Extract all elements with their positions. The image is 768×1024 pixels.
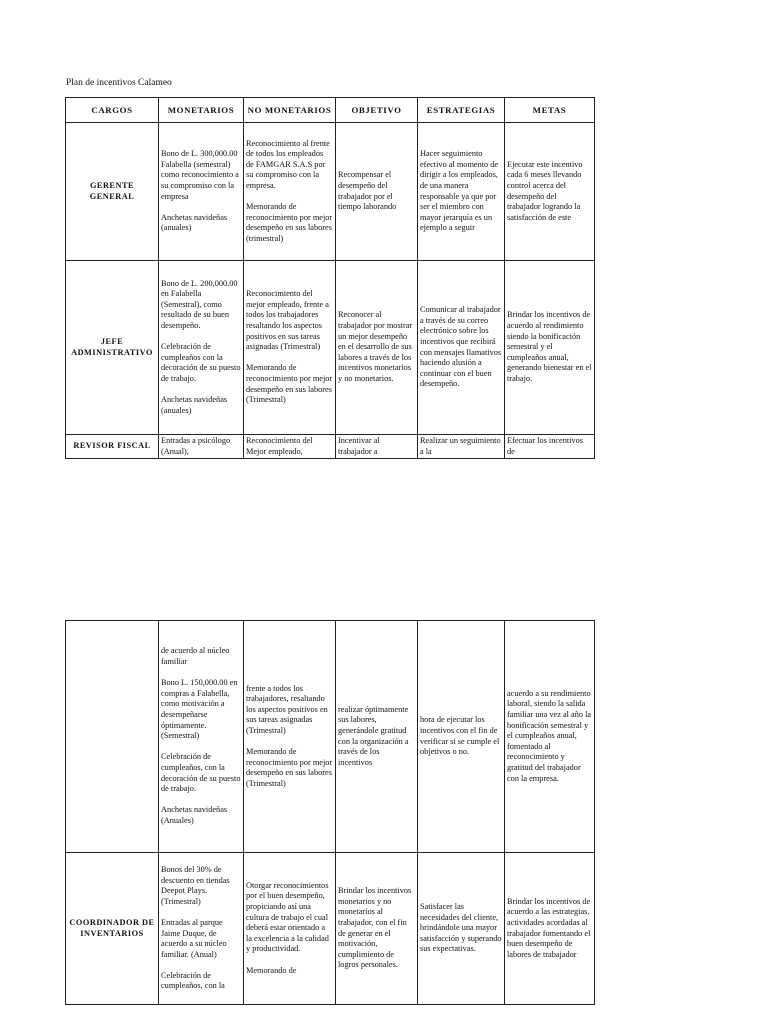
cargo-cell: COORDINADOR DE INVENTARIOS	[66, 853, 159, 1005]
estrategias-cell: Hacer seguimiento efectivo al momento de dirigir a los empleados, de una manera responsable ya que por ser el miembro con mayor jerarquía es un ejemplo a seguir	[418, 123, 505, 261]
metas-cell: Brindar los incentivos de acuerdo al rendimiento siendo la bonificación semestral y el cumpleaños anual, generando bienestar en el trabajo.	[505, 261, 595, 435]
estrategias-cell: Comunicar al trabajador a través de su correo electrónico sobre los incentivos que recibirá con mensajes llamativos haciendo alusión a continuar con el buen desempeño.	[418, 261, 505, 435]
table-row	[66, 261, 595, 435]
table-row	[66, 853, 595, 1005]
no-monetarios-cell: Reconocimiento del mejor empleado, frente a todos los trabajadores resaltando los aspectos positivos en sus tareas asignadas (Trimestral) Memorando de reconocimiento por mejor desempeño en sus labores (Trimestral)	[244, 261, 336, 435]
cargo-cell	[66, 621, 159, 853]
cargo-cell: GERENTE GENERAL	[66, 123, 159, 261]
objetivo-cell: realizar óptimamente sus labores, generándole gratitud con la organización a través de los incentivos	[336, 621, 418, 853]
table-header-row	[66, 98, 595, 123]
document-title: Plan de incentivos Calameo	[66, 78, 172, 88]
estrategias-cell: hora de ejecutar los incentivos con el fin de verificar si se cumple el objetivos o no.	[418, 621, 505, 853]
estrategias-cell: Realizar un seguimiento a la	[418, 435, 505, 459]
table-row	[66, 435, 595, 459]
metas-cell: Brindar los incentivos de acuerdo a las estrategias, actividades acordadas al trabajador fomentando el buen desempeño de labores de trabajador	[505, 853, 595, 1005]
table-row	[66, 123, 595, 261]
metas-cell: acuerdo a su rendimiento laboral, siendo la salida familiar una vez al año la bonificación semestral y el cumpleaños anual, fomentado al reconocimiento y gratitud del trabajador con la empresa.	[505, 621, 595, 853]
monetarios-cell: Bonos del 30% de descuento en tiendas Deepot Plays. (Trimestral) Entradas al parque Jaime Duque, de acuerdo a su núcleo familiar. (Anual) Celebración de cumpleaños, con la	[159, 853, 244, 1005]
objetivo-cell: Reconocer al trabajador por mostrar un mejor desempeño en el desarrollo de sus labores a través de los incentivos monetarios y no monetarios.	[336, 261, 418, 435]
cargo-cell: JEFE ADMINISTRATIVO	[66, 261, 159, 435]
no-monetarios-cell: frente a todos los trabajadores, resaltando los aspectos positivos en sus tareas asignadas (Trimestral) Memorando de reconocimiento por mejor desempeño en sus labores (Trimestral)	[244, 621, 336, 853]
metas-cell: Efectuar los incentivos de	[505, 435, 595, 459]
incentives-table-page-1	[65, 97, 595, 459]
table-row	[66, 621, 595, 853]
estrategias-cell: Satisfacer las necesidades del cliente, brindándole una mayor satisfacción y superando sus expectativas.	[418, 853, 505, 1005]
header-monetarios: MONETARIOS	[159, 98, 244, 123]
no-monetarios-cell: Reconocimiento al frente de todos los empleados de FAMGAR S.A.S por su compromiso con la empresa. Memorando de reconocimiento por mejor desempeño en sus labores (trimestral)	[244, 123, 336, 261]
header-estrategias: ESTRATEGIAS	[418, 98, 505, 123]
header-metas: METAS	[505, 98, 595, 123]
objetivo-cell: Recompensar el desempeño del trabajador por el tiempo laborando	[336, 123, 418, 261]
header-objetivo: OBJETIVO	[336, 98, 418, 123]
objetivo-cell: Brindar los incentivos monetarios y no monetarios al trabajador, con el fin de generar en el motivación, cumplimiento de logros personales.	[336, 853, 418, 1005]
incentives-table-page-2	[65, 620, 595, 1005]
no-monetarios-cell: Reconocimiento del Mejor empleado,	[244, 435, 336, 459]
header-cargos: CARGOS	[66, 98, 159, 123]
monetarios-cell: de acuerdo al núcleo familiar Bono L. 150,000.00 en compras a Falabella, como motivación a desempeñarse óptimamente. (Semestral) Celebración de cumpleaños, con la decoración de su puesto de trabajo. Anchetas navideñas (Anuales)	[159, 621, 244, 853]
monetarios-cell: Bono de L. 200,000.00 en Falabella (Semestral), como resultado de su buen desempeño. Celebración de cumpleaños con la decoración de su puesto de trabajo. Anchetas navideñas (anuales)	[159, 261, 244, 435]
monetarios-cell: Entradas a psicólogo (Anual),	[159, 435, 244, 459]
objetivo-cell: Incentivar al trabajador a	[336, 435, 418, 459]
monetarios-cell: Bono de L. 300,000.00 Falabella (semestral) como reconocimiento a su compromiso con la empresa Anchetas navideñas (anuales)	[159, 123, 244, 261]
header-no-monetarios: NO MONETARIOS	[244, 98, 336, 123]
metas-cell: Ejecutar este incentivo cada 6 meses llevando control acerca del desempeño del trabajador logrando la satisfacción de este	[505, 123, 595, 261]
cargo-cell: REVISOR FISCAL	[66, 435, 159, 459]
no-monetarios-cell: Otorgar reconocimientos por el buen desempeño, propiciando así una cultura de trabajo el cual deberá estar orientado a la excelencia a la calidad y productividad. Memorando de	[244, 853, 336, 1005]
